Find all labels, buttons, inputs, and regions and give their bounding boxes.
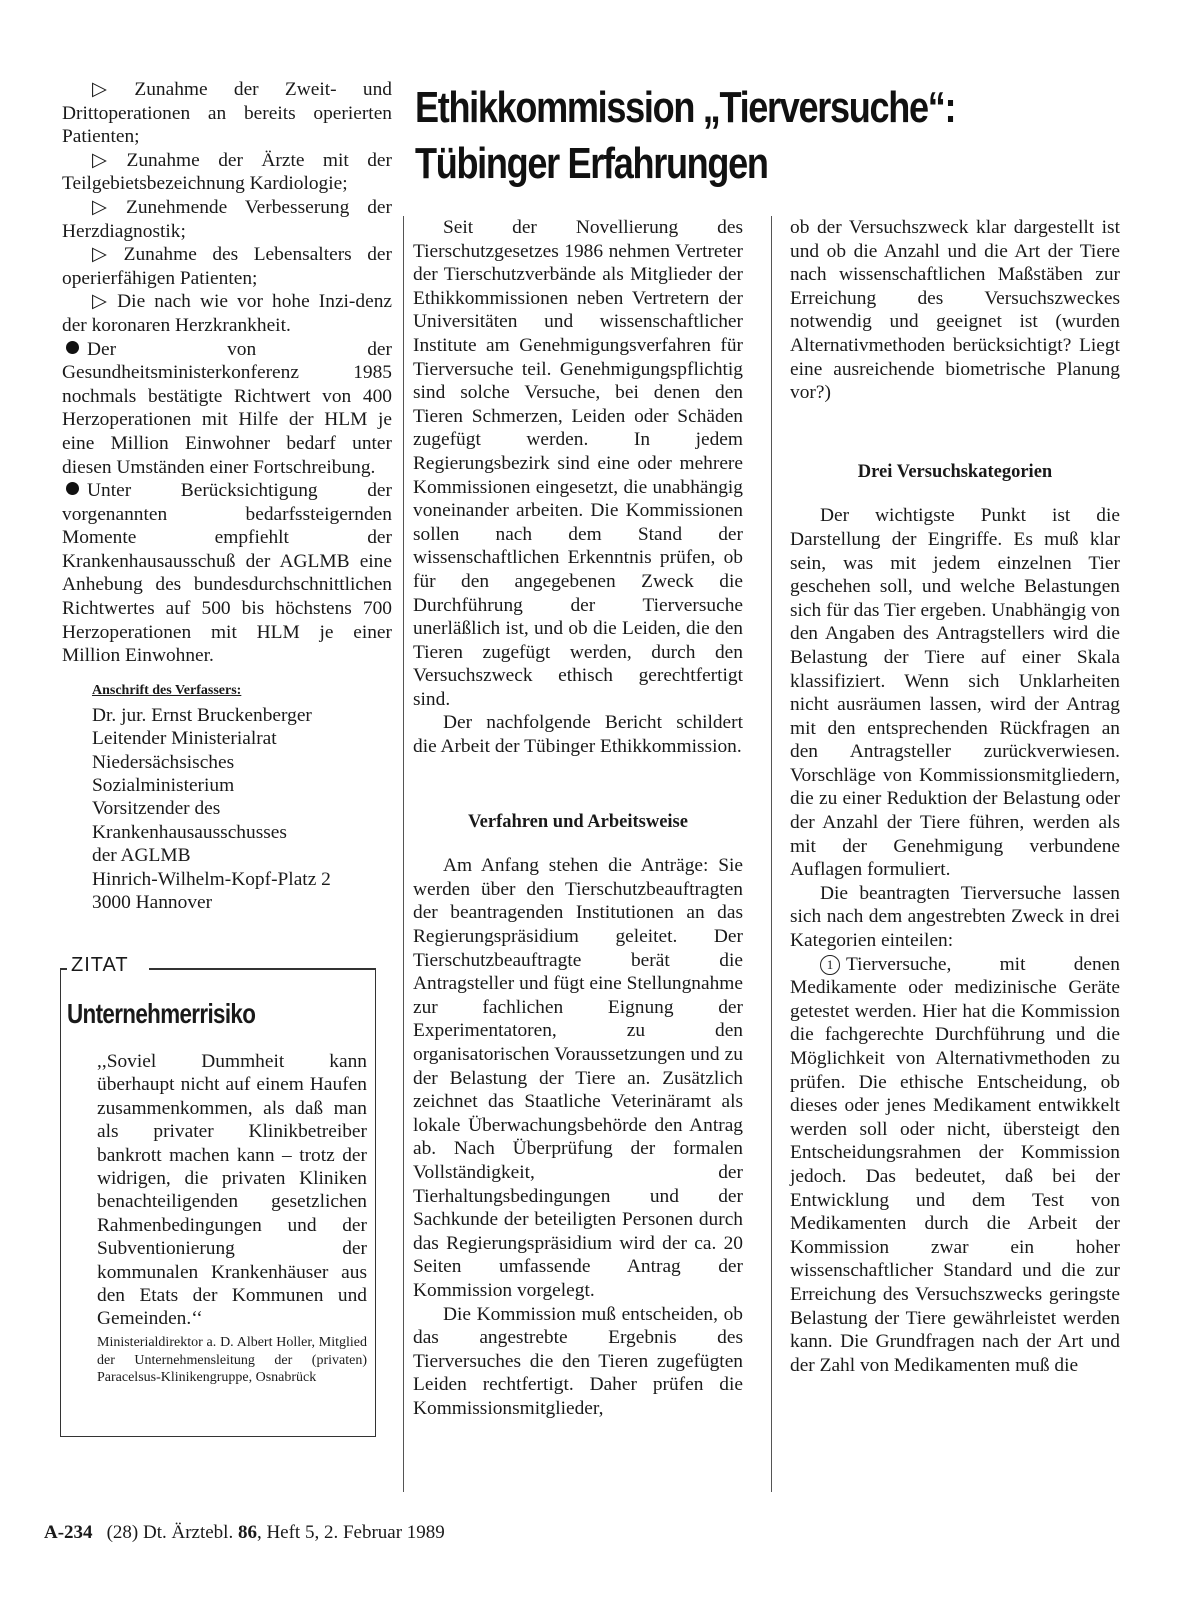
triangle-item: ▷ Zunahme der Zweit- und Drittoperationen an bereits operierten Patienten; <box>62 79 392 148</box>
page-number: A-234 <box>44 1522 93 1543</box>
zitat-box <box>60 954 376 1437</box>
triangle-item: ▷ Zunahme des Lebensalters der operierfähigen Patienten; <box>62 244 392 289</box>
subhead-kategorien: Drei Versuchskategorien <box>857 461 1053 482</box>
bullet-paragraph: Unter Berücksichtigung der vorgenannten bedarfssteigernden Momente empfiehlt der Krankenhausausschuß der AGLMB eine Anhebung des bundesdurchschnittlichen Richtwertes auf 500 bis höchstens 700 Herzoperationen mit HLM je einer Million Einwohner. <box>62 480 392 667</box>
article-paragraph: Die beantragten Tierversuche lassen sich nach dem angestrebten Zweck in drei Kategorien einteilen: <box>790 882 1120 952</box>
article-title <box>415 80 1005 192</box>
triangle-item: ▷ Die nach wie vor hohe Inzi-denz der koronaren Herzkrankheit. <box>62 291 392 336</box>
zitat-source: Ministerialdirektor a. D. Albert Holler, Mitglied der Unternehmensleitung der (privaten) Paracelsus-Klinikengruppe, Osnabrück <box>97 1335 367 1385</box>
left-column <box>62 78 392 915</box>
triangle-icon: ▷ <box>92 196 121 218</box>
address-line: Niedersächsisches <box>92 751 235 773</box>
article-paragraph: Der nachfolgende Bericht schildert die Arbeit der Tübinger Ethikkommission. <box>413 712 743 758</box>
article-paragraph: ob der Versuchszweck klar dargestellt ist und ob die Anzahl und die Art der Tiere nach wissenschaftlichen Maßstäben zur Erreichung des Versuchszweckes notwendig und geeignet ist (wurden Alternativmethoden berücksichtigt? Liegt eine ausreichende biometrische Planung vor?) <box>790 217 1120 404</box>
category-item: 1 Tierversuche, mit denen Medikamente oder medizinische Geräte getestet werden. Hier hat die Kommission die fachgerechte Durchführung und die Möglichkeit von Alternativmethoden zu prüfen. Die ethische Entscheidung, ob dieses oder jenes Medikament entwikkelt werden soll oder nicht, übersteigt den Entscheidungsrahmen der Kommission jedoch. Das bedeutet, daß bei der Entwicklung und dem Test von Medikamenten durch die Arbeit der Kommission zwar ein hoher wissenschaftlicher Standard und die zur Erreichung des Versuchszwecks geringste Belastung der Tiere gewährleistet werden kann. Die Grundfragen nach der Art und der Zahl von Medikamenten muß die <box>790 953 1120 1376</box>
article-paragraph: Seit der Novellierung des Tierschutzgesetzes 1986 nehmen Vertreter der Tierschutzverbände als Mitglieder der Ethikkommissionen neben Vertretern der Universitäten und wissenschaftlicher Institute am Genehmigungsverfahren für Tierversuche teil. Genehmigungspflichtig sind solche Versuche, bei denen den Tieren Schmerzen, Leiden oder Schäden zugefügt werden. In jedem Regierungsbezirk sind eine oder mehrere Kommissionen eingesetzt, die unabhängig voneinander arbeiten. Die Kommissionen sollen nach dem Stand der wissenschaftlichen Erkenntnis prüfen, ob für den angegebenen Zweck die Durchführung der Tierversuche unerläßlich ist, und ob die Leiden, die den Tieren zugefügt werden, durch den Versuchszweck ethisch gerechtfertigt sind. <box>413 217 743 710</box>
triangle-item: ▷ Zunahme der Ärzte mit der Teilgebietsbezeichnung Kardiologie; <box>62 149 392 195</box>
bullet-dot-icon <box>66 341 79 354</box>
article-paragraph: Die Kommission muß entscheiden, ob das angestrebte Ergebnis des Tierversuches die den Tieren zugefügten Leiden rechtfertigt. Daher prüfen die Kommissionsmitglieder, <box>413 1303 743 1419</box>
address-line: Hinrich-Wilhelm-Kopf-Platz 2 <box>92 868 331 890</box>
address-line: der AGLMB <box>92 845 191 867</box>
address-block <box>92 704 392 915</box>
address-line: Sozialministerium <box>92 775 235 797</box>
journal-volume: 86 <box>237 1522 257 1543</box>
bullet-dot-icon <box>66 482 79 495</box>
triangle-icon: ▷ <box>92 79 129 100</box>
address-line: Vorsitzender des <box>92 798 221 820</box>
address-line: 3000 Hannover <box>92 892 213 914</box>
page-footer <box>44 1522 445 1544</box>
zitat-quote: ,,Soviel Dummheit kann überhaupt nicht auf einem Haufen zusammenkommen, als daß man als privater Klinikbetreiber bankrott machen kann – trotz der widrigen, die privaten Kliniken benachteiligenden gesetzlichen Rahmenbedingungen und der Subventionierung der kommunalen Krankenhäuser aus den Etats der Kommunen und Gemeinden.‘‘ <box>97 1051 367 1330</box>
circled-number-icon: 1 <box>820 955 840 975</box>
address-line: Dr. jur. Ernst Bruckenberger <box>92 704 312 726</box>
subhead-verfahren: Verfahren und Arbeitsweise <box>468 811 688 832</box>
column-rule-right <box>771 216 772 1492</box>
article-paragraph: Der wichtigste Punkt ist die Darstellung der Eingriffe. Es muß klar sein, was mit jedem einzelnen Tier geschehen soll, und welche Belastungen sich für das Tier ergeben. Unabhängig von den Angaben des Antragstellers wird die Belastung der Tiere auf einer Skala klassifiziert. Wenn sich Unklarheiten nicht ausräumen lassen, wird der Antrag mit den entsprechenden Rückfragen an den Antragsteller zurückverwiesen. Vorschläge von Kommissionsmitgliedern, die zu einer Reduktion der Belastung oder der Anzahl der Tiere führen, werden als mit der Genehmigung verbundene Auflagen formuliert. <box>790 505 1120 881</box>
column-rule-left <box>403 216 404 1492</box>
journal-issue: , Heft 5, 2. Februar 1989 <box>256 1522 445 1543</box>
triangle-item: ▷ Zunehmende Verbesserung der Herzdiagnostik; <box>62 196 392 242</box>
journal-ref: (28) Dt. Ärztebl. <box>106 1522 234 1543</box>
bullet-paragraph: Der von der Gesundheitsministerkonferenz 1985 nochmals bestätigte Richtwert von 400 Herzoperationen mit Hilfe der HLM je eine Million Einwohner bedarf unter diesen Umständen einer Fortschreibung. <box>62 338 392 478</box>
triangle-icon: ▷ <box>92 244 118 266</box>
address-line: Krankenhausausschusses <box>92 821 287 843</box>
address-heading: Anschrift des Verfassers: <box>92 682 242 698</box>
triangle-icon: ▷ <box>92 291 112 313</box>
middle-column <box>413 216 743 1421</box>
article-title-line2: Tübinger Erfahrungen <box>415 139 768 188</box>
zitat-label: ZITAT <box>71 954 129 976</box>
article-paragraph: Am Anfang stehen die Anträge: Sie werden über den Tierschutzbeauftragten der beantragenden Institutionen an das Regierungspräsidium geleitet. Der Tierschutzbeauftragte berät die Antragsteller und fügt eine Stellungnahme zur fachlichen Eignung der Experimentatoren, zu den organisatorischen Voraussetzungen und zu der Belastung der Tiere an. Zusätzlich zeichnet das Staatliche Veterinäramt als lokale Überwachungsbehörde den Antrag ab. Nach Überprüfung der formalen Vollständigkeit, der Tierhaltungsbedingungen und der Sachkunde der beteiligten Personen durch das Regierungspräsidium wird der ca. 20 Seiten umfassende Antrag der Kommission vorgelegt. <box>413 855 743 1301</box>
article-title-line1: Ethikkommission „Tierversuche“: <box>415 83 956 132</box>
address-line: Leitender Ministerialrat <box>92 728 277 750</box>
zitat-title: Unternehmerrisiko <box>67 998 256 1029</box>
right-column <box>790 216 1120 1377</box>
triangle-icon: ▷ <box>92 149 121 171</box>
